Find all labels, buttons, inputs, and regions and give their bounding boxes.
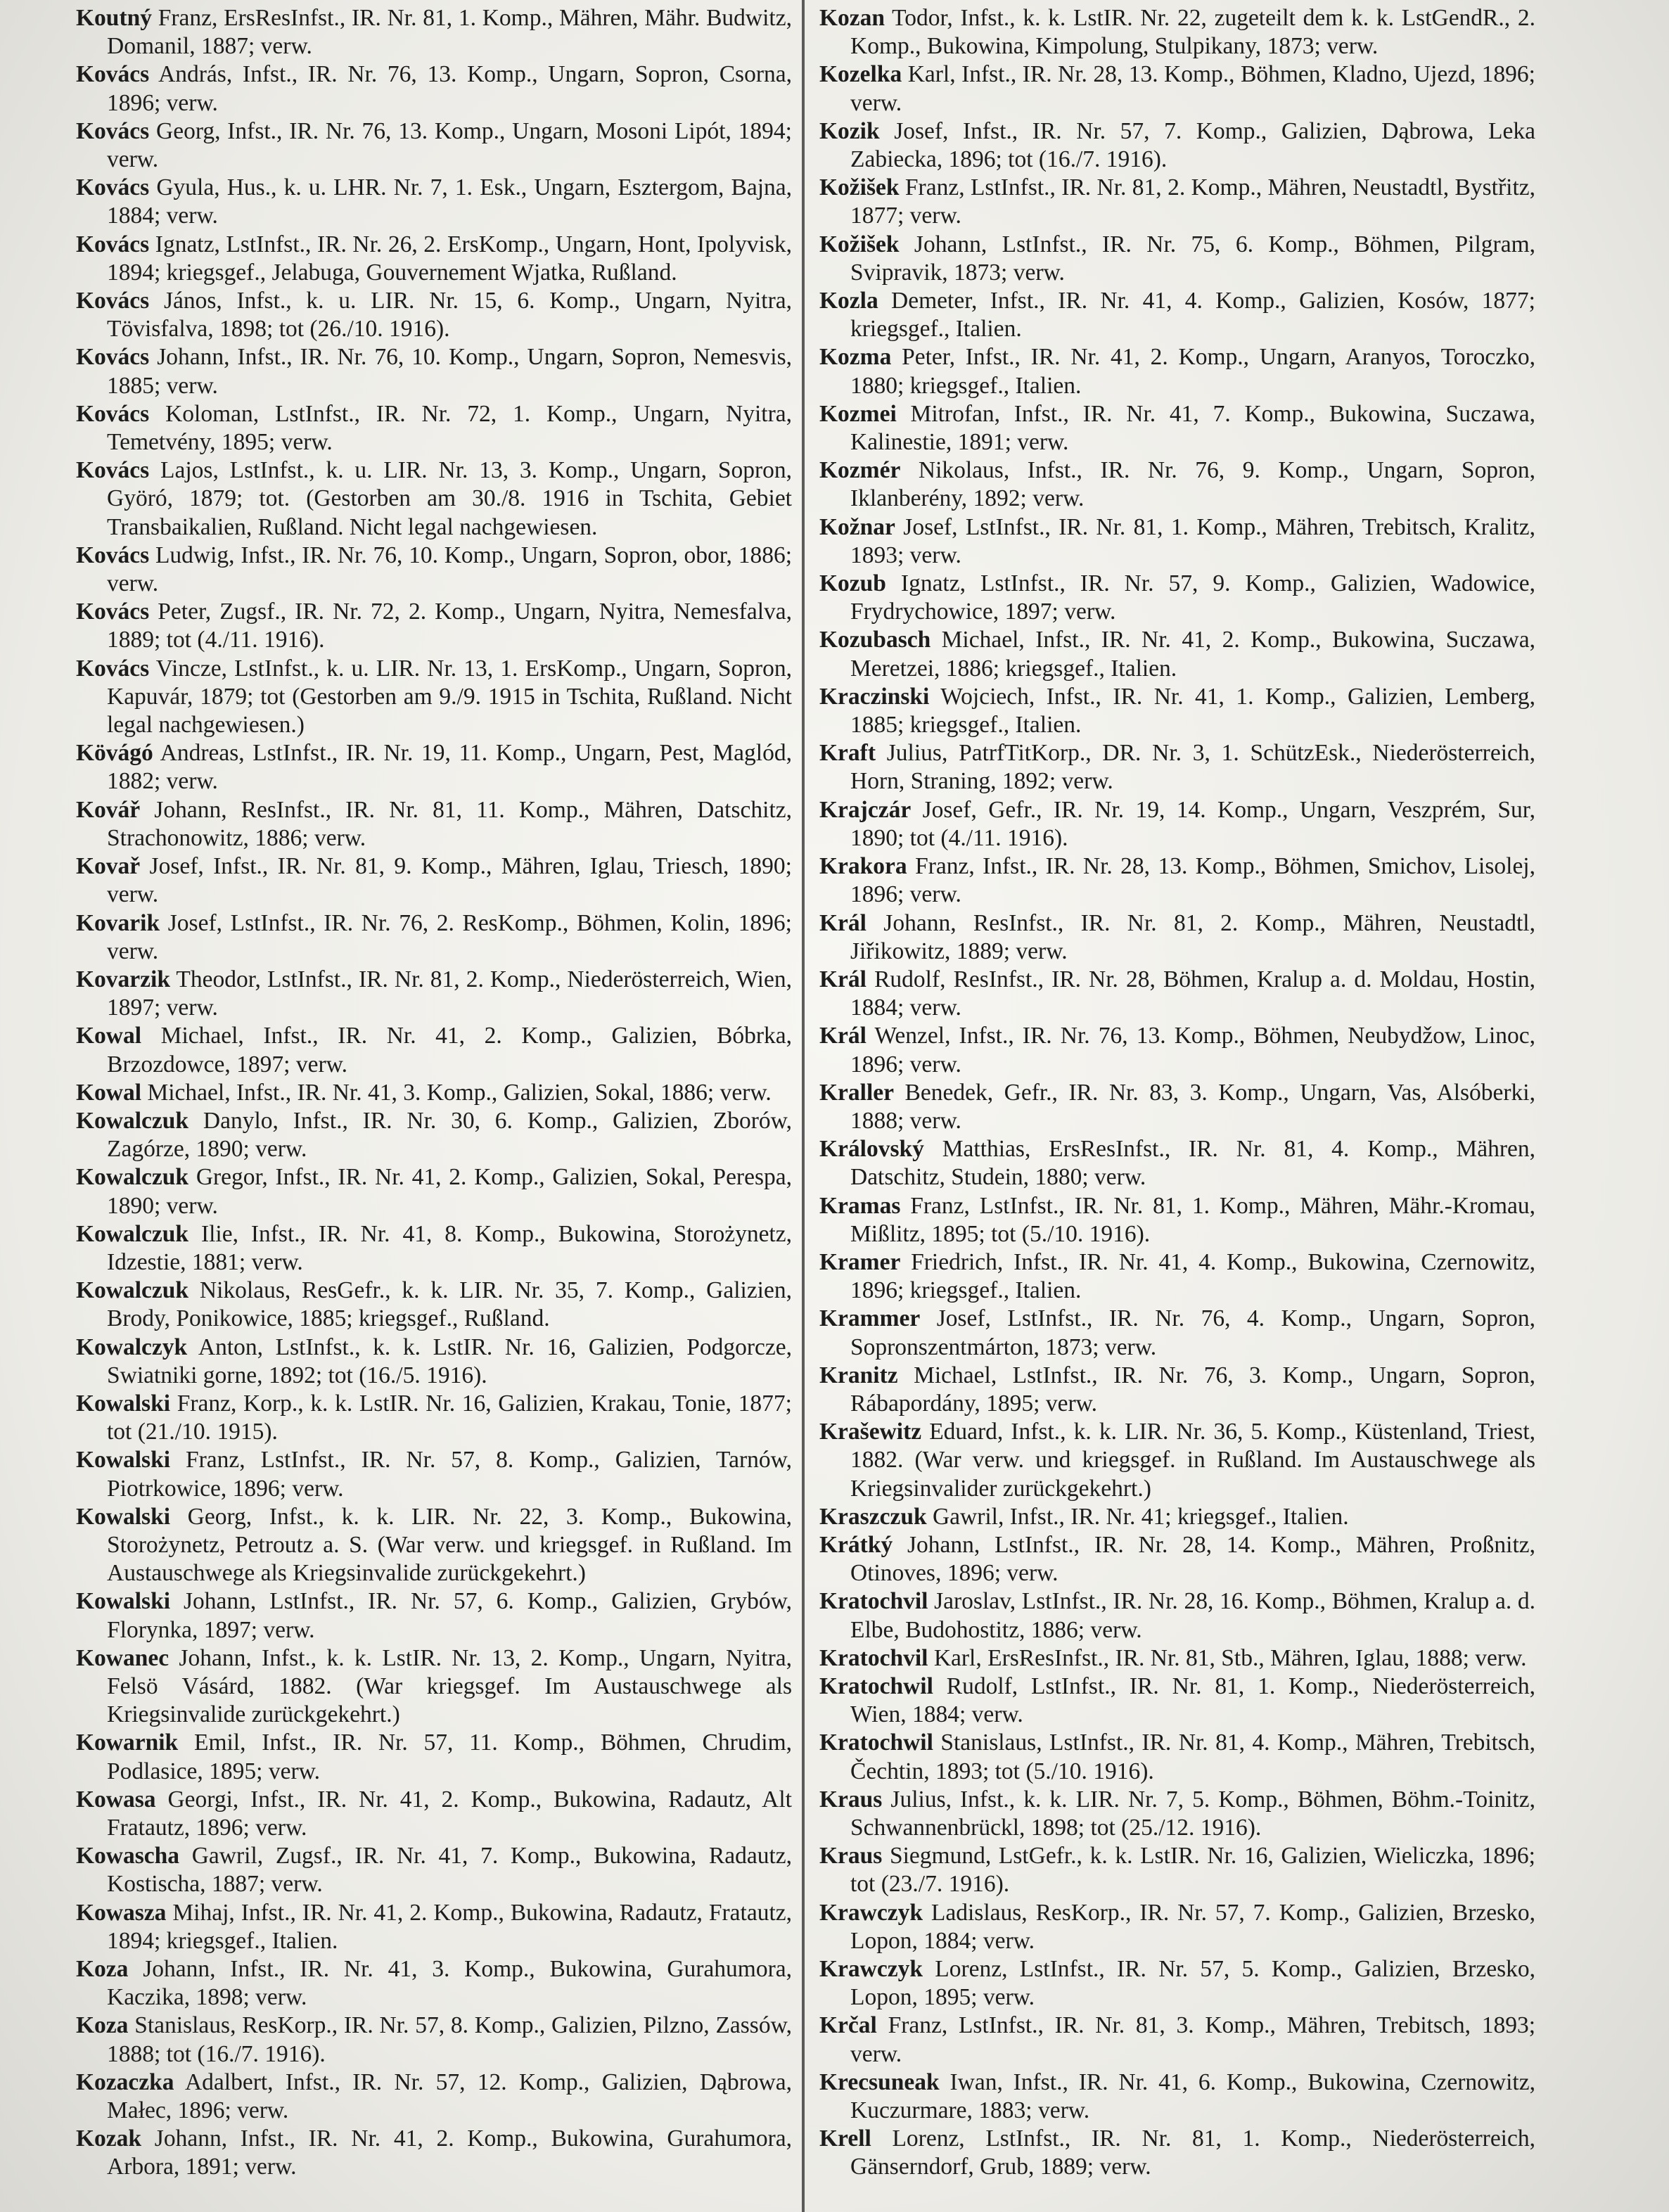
- entry-details: Iwan, Infst., IR. Nr. 41, 6. Komp., Bukowina, Czernowitz, Kuczurmare, 1883; verw.: [850, 2069, 1535, 2124]
- entry-details: Gregor, Infst., IR. Nr. 41, 2. Komp., Galizien, Sokal, Perespa, 1890; verw.: [107, 1164, 792, 1219]
- entry-details: Georgi, Infst., IR. Nr. 41, 2. Komp., Bukowina, Radautz, Alt Fratautz, 1896; verw.: [107, 1786, 792, 1841]
- entry-surname: Kowal: [76, 1079, 142, 1106]
- entry-surname: Kowalczyk: [76, 1334, 188, 1360]
- entry-details: Franz, LstInfst., IR. Nr. 57, 8. Komp., Galizien, Tarnów, Piotrkowice, 1896; verw.: [107, 1447, 792, 1502]
- entry-details: Theodor, LstInfst., IR. Nr. 81, 2. Komp., Niederösterreich, Wien, 1897; verw.: [107, 966, 792, 1021]
- casualty-entry: [819, 174, 1535, 230]
- casualty-entry: [819, 1729, 1535, 1785]
- casualty-entry: [819, 626, 1535, 682]
- entry-surname: Kozelka: [819, 61, 902, 88]
- casualty-entry: [76, 1163, 792, 1220]
- entry-details: András, Infst., IR. Nr. 76, 13. Komp., Ungarn, Sopron, Csorna, 1896; verw.: [107, 61, 792, 116]
- entry-surname: Krawczyk: [819, 1899, 923, 1926]
- entry-details: Lajos, LstInfst., k. u. LIR. Nr. 13, 3. Komp., Ungarn, Sopron, Györó, 1879; tot. (Gestorben am 30./8. 1916 in Tschita, Gebiet Transbaikalien, Rußland. Nicht legal nachgewiesen.: [107, 457, 792, 540]
- casualty-entry: [76, 1277, 792, 1333]
- casualty-entry: [76, 1899, 792, 1955]
- entry-details: Lorenz, LstInfst., IR. Nr. 81, 1. Komp., Niederösterreich, Gänserndorf, Grub, 1889; verw.: [850, 2125, 1535, 2180]
- entry-details: Josef, LstInfst., IR. Nr. 76, 2. ResKomp., Böhmen, Kolin, 1896; verw.: [107, 909, 792, 964]
- casualty-entry: [76, 1587, 792, 1644]
- entry-surname: Kraft: [819, 740, 876, 767]
- entry-surname: Krajczár: [819, 796, 912, 823]
- entry-surname: Kovács: [76, 288, 150, 314]
- entry-surname: Kowascha: [76, 1843, 180, 1869]
- entry-details: János, Infst., k. u. LIR. Nr. 15, 6. Komp., Ungarn, Nyitra, Tövisfalva, 1898; tot (26./10. 1916).: [107, 288, 792, 343]
- entry-details: Benedek, Gefr., IR. Nr. 83, 3. Komp., Ungarn, Vas, Alsóberki, 1888; verw.: [850, 1079, 1535, 1134]
- casualty-entry: [76, 1786, 792, 1842]
- entry-surname: Kovács: [76, 655, 150, 682]
- casualty-entry: [819, 1135, 1535, 1191]
- entry-surname: Kovarzik: [76, 966, 170, 992]
- entry-surname: Královský: [819, 1136, 924, 1163]
- casualty-entry: [76, 1955, 792, 2012]
- casualty-entry: [819, 909, 1535, 966]
- entry-details: Josef, Infst., IR. Nr. 57, 7. Komp., Galizien, Dąbrowa, Leka Zabiecka, 1896; tot (16./7. 1916).: [850, 117, 1535, 173]
- entry-surname: Kraus: [819, 1843, 883, 1869]
- entry-surname: Král: [819, 966, 867, 992]
- entry-surname: Kozmei: [819, 400, 897, 427]
- entry-surname: Kovács: [76, 61, 150, 88]
- entry-details: Franz, Korp., k. k. LstIR. Nr. 16, Galizien, Krakau, Tonie, 1877; tot (21./10. 1915).: [107, 1390, 792, 1445]
- casualty-entry: [819, 343, 1535, 399]
- entry-details: Peter, Infst., IR. Nr. 41, 2. Komp., Ungarn, Aranyos, Toroczko, 1880; kriegsgef., Italien.: [850, 344, 1535, 399]
- entry-details: Ludwig, Infst., IR. Nr. 76, 10. Komp., Ungarn, Sopron, obor, 1886; verw.: [107, 542, 792, 597]
- entry-details: Johann, LstInfst., IR. Nr. 57, 6. Komp., Galizien, Grybów, Florynka, 1897; verw.: [107, 1588, 792, 1643]
- casualty-entry: [76, 287, 792, 343]
- casualty-entry: [819, 1955, 1535, 2012]
- entry-details: Mihaj, Infst., IR. Nr. 41, 2. Komp., Bukowina, Radautz, Fratautz, 1894; kriegsgef., Italien.: [107, 1899, 792, 1954]
- entry-surname: Kozla: [819, 288, 878, 314]
- casualty-entry: [76, 1842, 792, 1898]
- entry-details: Emil, Infst., IR. Nr. 57, 11. Komp., Böhmen, Chrudim, Podlasice, 1895; verw.: [107, 1730, 792, 1784]
- entry-details: Karl, Infst., IR. Nr. 28, 13. Komp., Böhmen, Kladno, Ujezd, 1896; verw.: [850, 61, 1535, 116]
- casualty-entry: [76, 1644, 792, 1730]
- casualty-entry: [819, 1305, 1535, 1361]
- entry-surname: Kowalski: [76, 1447, 171, 1473]
- casualty-entry: [819, 1192, 1535, 1248]
- entry-surname: Krčal: [819, 2012, 877, 2039]
- entry-details: Johann, Infst., IR. Nr. 41, 3. Komp., Bukowina, Gurahumora, Kaczika, 1898; verw.: [107, 1956, 792, 2011]
- entry-surname: Kratochwil: [819, 1730, 933, 1756]
- entry-details: Gawril, Zugsf., IR. Nr. 41, 7. Komp., Bukowina, Radautz, Kostischa, 1887; verw.: [107, 1843, 792, 1898]
- entry-details: Stanislaus, LstInfst., IR. Nr. 81, 4. Komp., Mähren, Trebitsch, Čechtin, 1893; tot (5./10. 1916).: [850, 1730, 1535, 1784]
- casualty-entry: [819, 287, 1535, 343]
- casualty-entry: [819, 1418, 1535, 1503]
- entry-surname: Kovács: [76, 344, 150, 371]
- casualty-entry: [76, 2012, 792, 2068]
- entry-details: Georg, Infst., IR. Nr. 76, 13. Komp., Ungarn, Mosoni Lipót, 1894; verw.: [107, 117, 792, 173]
- entry-details: Georg, Infst., k. k. LIR. Nr. 22, 3. Komp., Bukowina, Storożynetz, Petroutz a. S. (War verw. und kriegsgef. in Rußland. Im Austauschwege als Kriegsinvalide zurückgekehrt.): [107, 1503, 792, 1587]
- entry-details: Friedrich, Infst., IR. Nr. 41, 4. Komp., Bukowina, Czernowitz, 1896; kriegsgef., Italien.: [850, 1248, 1535, 1304]
- entry-details: Todor, Infst., k. k. LstIR. Nr. 22, zugeteilt dem k. k. LstGendR., 2. Komp., Bukowina, Kimpolung, Stulpikany, 1873; verw.: [850, 5, 1535, 60]
- casualty-entry: [819, 231, 1535, 287]
- right-column: [819, 4, 1535, 2182]
- entry-details: Demeter, Infst., IR. Nr. 41, 4. Komp., Galizien, Kosów, 1877; kriegsgef., Italien.: [850, 288, 1535, 343]
- entry-surname: Kraller: [819, 1079, 895, 1106]
- entry-surname: Kowasza: [76, 1899, 167, 1926]
- entry-surname: Kovař: [76, 853, 141, 880]
- entry-surname: Kowarnik: [76, 1730, 179, 1756]
- entry-surname: Kozik: [819, 117, 880, 144]
- entry-surname: Kraszczuk: [819, 1503, 927, 1530]
- entry-surname: Kovács: [76, 457, 150, 484]
- casualty-entry: [76, 1503, 792, 1588]
- entry-details: Johann, Infst., IR. Nr. 41, 2. Komp., Bukowina, Gurahumora, Arbora, 1891; verw.: [107, 2125, 792, 2180]
- entry-details: Stanislaus, ResKorp., IR. Nr. 57, 8. Komp., Galizien, Pilzno, Zassów, 1888; tot (16./7. 1916).: [107, 2012, 792, 2067]
- casualty-entry: [819, 570, 1535, 626]
- entry-surname: Krawczyk: [819, 1956, 923, 1983]
- entry-details: Wenzel, Infst., IR. Nr. 76, 13. Komp., Böhmen, Neubydžow, Linoc, 1896; verw.: [850, 1023, 1535, 1078]
- casualty-entry: [819, 1022, 1535, 1078]
- entry-details: Gyula, Hus., k. u. LHR. Nr. 7, 1. Esk., Ungarn, Esztergom, Bajna, 1884; verw.: [107, 174, 792, 229]
- entry-details: Johann, Infst., IR. Nr. 76, 10. Komp., Ungarn, Sopron, Nemesvis, 1885; verw.: [107, 344, 792, 399]
- casualty-entry: [76, 343, 792, 399]
- casualty-entry: [819, 2012, 1535, 2068]
- entry-details: Wojciech, Infst., IR. Nr. 41, 1. Komp., Galizien, Lemberg, 1885; kriegsgef., Italien.: [850, 683, 1535, 739]
- entry-surname: Kövágó: [76, 740, 153, 767]
- casualty-entry: [76, 2125, 792, 2181]
- entry-details: Karl, ErsResInfst., IR. Nr. 81, Stb., Mähren, Iglau, 1888; verw.: [928, 1644, 1527, 1671]
- entry-surname: Kratochvil: [819, 1644, 928, 1671]
- casualty-entry: [76, 655, 792, 740]
- entry-details: Lorenz, LstInfst., IR. Nr. 57, 5. Komp., Galizien, Brzesko, Lopon, 1895; verw.: [850, 1956, 1535, 2011]
- entry-details: Johann, ResInfst., IR. Nr. 81, 11. Komp., Mähren, Datschitz, Strachonowitz, 1886; verw.: [107, 796, 792, 851]
- entry-surname: Kowalczuk: [76, 1164, 189, 1191]
- entry-surname: Kovács: [76, 231, 150, 257]
- casualty-entry: [819, 1786, 1535, 1842]
- entry-details: Johann, ResInfst., IR. Nr. 81, 2. Komp., Mähren, Neustadtl, Jiřikowitz, 1889; verw.: [850, 909, 1535, 964]
- casualty-entry: [76, 966, 792, 1022]
- entry-details: Matthias, ErsResInfst., IR. Nr. 81, 4. Komp., Mähren, Datschitz, Studein, 1880; verw.: [850, 1136, 1535, 1191]
- casualty-entry: [76, 1107, 792, 1163]
- entry-surname: Kozmér: [819, 457, 901, 484]
- casualty-entry: [76, 542, 792, 598]
- entry-surname: Kramas: [819, 1192, 901, 1219]
- casualty-entry: [819, 1587, 1535, 1644]
- casualty-entry: [76, 1220, 792, 1277]
- casualty-entry: [819, 1503, 1535, 1531]
- casualty-entry: [819, 456, 1535, 513]
- entry-surname: Král: [819, 909, 867, 936]
- entry-details: Franz, Infst., IR. Nr. 28, 13. Komp., Böhmen, Smichov, Lisolej, 1896; verw.: [850, 853, 1535, 908]
- entry-details: Peter, Zugsf., IR. Nr. 72, 2. Komp., Ungarn, Nyitra, Nemesfalva, 1889; tot (4./11. 1916).: [107, 599, 792, 653]
- casualty-entry: [76, 1390, 792, 1446]
- entry-surname: Kovarik: [76, 909, 160, 936]
- casualty-entry: [819, 1362, 1535, 1418]
- casualty-entry: [819, 739, 1535, 795]
- entry-surname: Kraus: [819, 1786, 883, 1813]
- entry-surname: Krátký: [819, 1531, 893, 1558]
- entry-surname: Koza: [76, 2012, 129, 2039]
- entry-details: Siegmund, LstGefr., k. k. LstIR. Nr. 16, Galizien, Wieliczka, 1896; tot (23./7. 1916).: [850, 1843, 1535, 1898]
- entry-surname: Kozubasch: [819, 627, 931, 653]
- entry-details: Johann, Infst., k. k. LstIR. Nr. 13, 2. Komp., Ungarn, Nyitra, Felsö Vásárd, 1882. (War kriegsgef. Im Austauschwege als Kriegsinvalide zurückgekehrt.): [107, 1644, 792, 1728]
- entry-details: Josef, LstInfst., IR. Nr. 81, 1. Komp., Mähren, Trebitsch, Kralitz, 1893; verw.: [850, 513, 1535, 568]
- entry-details: Johann, LstInfst., IR. Nr. 28, 14. Komp., Mähren, Proßnitz, Otinoves, 1896; verw.: [850, 1531, 1535, 1587]
- casualty-entry: [76, 231, 792, 287]
- entry-surname: Kowalski: [76, 1588, 171, 1615]
- entry-details: Johann, LstInfst., IR. Nr. 75, 6. Komp., Böhmen, Pilgram, Svipravik, 1873; verw.: [850, 231, 1535, 286]
- entry-surname: Kovács: [76, 174, 150, 201]
- casualty-entry: [76, 796, 792, 852]
- casualty-entry: [76, 174, 792, 230]
- casualty-entry: [819, 852, 1535, 909]
- casualty-entry: [819, 796, 1535, 852]
- entry-surname: Kratochvil: [819, 1588, 928, 1615]
- entry-details: Josef, LstInfst., IR. Nr. 76, 4. Komp., Ungarn, Sopron, Sopronszentmárton, 1873; verw.: [850, 1305, 1535, 1360]
- entry-details: Julius, PatrfTitKorp., DR. Nr. 3, 1. SchützEsk., Niederösterreich, Horn, Straning, 1892; verw.: [850, 740, 1535, 795]
- entry-surname: Krašewitz: [819, 1419, 922, 1445]
- casualty-entry: [76, 2069, 792, 2125]
- entry-surname: Kowalczuk: [76, 1107, 189, 1134]
- entry-details: Eduard, Infst., k. k. LIR. Nr. 36, 5. Komp., Küstenland, Triest, 1882. (War verw. und kriegsgef. in Rußland. Im Austauschwege als Kriegsinvalider zurückgekehrt.): [850, 1419, 1535, 1502]
- casualty-entry: [76, 4, 792, 60]
- entry-surname: Krammer: [819, 1305, 921, 1332]
- entry-surname: Kowalczuk: [76, 1277, 189, 1304]
- entry-surname: Krecsuneak: [819, 2069, 940, 2095]
- entry-details: Ilie, Infst., IR. Nr. 41, 8. Komp., Bukowina, Storożynetz, Idzestie, 1881; verw.: [107, 1220, 792, 1275]
- entry-surname: Kozan: [819, 5, 885, 31]
- casualty-entry: [819, 1079, 1535, 1135]
- casualty-entry: [819, 60, 1535, 117]
- entry-surname: Koza: [76, 1956, 129, 1983]
- casualty-entry: [76, 739, 792, 795]
- entry-details: Mitrofan, Infst., IR. Nr. 41, 7. Komp., Bukowina, Suczawa, Kalinestie, 1891; verw.: [850, 400, 1535, 456]
- entry-details: Franz, LstInfst., IR. Nr. 81, 3. Komp., Mähren, Trebitsch, 1893; verw.: [850, 2012, 1535, 2067]
- entry-details: Franz, ErsResInfst., IR. Nr. 81, 1. Komp., Mähren, Mähr. Budwitz, Domanil, 1887; verw.: [107, 5, 792, 60]
- casualty-entry: [819, 1248, 1535, 1305]
- entry-surname: Kraczinski: [819, 683, 930, 710]
- entry-details: Josef, Infst., IR. Nr. 81, 9. Komp., Mähren, Iglau, Triesch, 1890; verw.: [107, 853, 792, 908]
- casualty-entry: [76, 909, 792, 966]
- casualty-entry: [76, 60, 792, 117]
- entry-surname: Kowalski: [76, 1390, 171, 1417]
- entry-surname: Kovács: [76, 400, 150, 427]
- entry-details: Ladislaus, ResKorp., IR. Nr. 57, 7. Komp., Galizien, Brzesko, Lopon, 1884; verw.: [850, 1899, 1535, 1954]
- casualty-entry: [76, 1022, 792, 1078]
- casualty-entry: [76, 598, 792, 654]
- casualty-entry: [819, 2069, 1535, 2125]
- left-column: [76, 4, 792, 2182]
- casualty-entry: [819, 1673, 1535, 1729]
- entry-details: Nikolaus, ResGefr., k. k. LIR. Nr. 35, 7. Komp., Galizien, Brody, Ponikowice, 1885; kriegsgef., Rußland.: [107, 1277, 792, 1332]
- casualty-entry: [76, 117, 792, 174]
- column-divider: [802, 0, 805, 2212]
- entry-details: Adalbert, Infst., IR. Nr. 57, 12. Komp., Galizien, Dąbrowa, Małec, 1896; verw.: [107, 2069, 792, 2124]
- casualty-entry: [76, 400, 792, 456]
- entry-details: Michael, LstInfst., IR. Nr. 76, 3. Komp., Ungarn, Sopron, Rábapordány, 1895; verw.: [850, 1362, 1535, 1417]
- entry-surname: Kowasa: [76, 1786, 156, 1813]
- entry-details: Michael, Infst., IR. Nr. 41, 2. Komp., Galizien, Bóbrka, Brzozdowce, 1897; verw.: [107, 1023, 792, 1078]
- entry-surname: Kowanec: [76, 1644, 170, 1671]
- entry-details: Rudolf, LstInfst., IR. Nr. 81, 1. Komp., Niederösterreich, Wien, 1884; verw.: [850, 1673, 1535, 1728]
- entry-surname: Kožišek: [819, 231, 900, 257]
- entry-details: Franz, LstInfst., IR. Nr. 81, 2. Komp., Mähren, Neustadtl, Bystřitz, 1877; verw.: [850, 174, 1535, 229]
- casualty-entry: [819, 1644, 1535, 1673]
- entry-details: Vincze, LstInfst., k. u. LIR. Nr. 13, 1. ErsKomp., Ungarn, Sopron, Kapuvár, 1879; tot (Gestorben am 9./9. 1915 in Tschita, Rußland. Nicht legal nachgewiesen.): [107, 655, 792, 739]
- casualty-entry: [819, 400, 1535, 456]
- entry-details: Danylo, Infst., IR. Nr. 30, 6. Komp., Galizien, Zborów, Zagórze, 1890; verw.: [107, 1107, 792, 1163]
- entry-surname: Krakora: [819, 853, 907, 880]
- casualty-entry: [819, 2125, 1535, 2181]
- casualty-entry: [819, 1842, 1535, 1898]
- entry-surname: Kowal: [76, 1023, 142, 1049]
- entry-surname: Král: [819, 1023, 867, 1049]
- entry-details: Rudolf, ResInfst., IR. Nr. 28, Böhmen, Kralup a. d. Moldau, Hostin, 1884; verw.: [850, 966, 1535, 1021]
- entry-details: Jaroslav, LstInfst., IR. Nr. 28, 16. Komp., Böhmen, Kralup a. d. Elbe, Budohostitz, 1886; verw.: [850, 1588, 1535, 1643]
- casualty-entry: [76, 456, 792, 542]
- casualty-entry: [819, 513, 1535, 570]
- entry-surname: Kovács: [76, 117, 150, 144]
- casualty-entry: [819, 1531, 1535, 1587]
- entry-surname: Kowalski: [76, 1503, 171, 1530]
- entry-details: Koloman, LstInfst., IR. Nr. 72, 1. Komp., Ungarn, Nyitra, Temetvény, 1895; verw.: [107, 400, 792, 456]
- entry-surname: Kowalczuk: [76, 1220, 189, 1247]
- entry-surname: Kovács: [76, 542, 150, 568]
- casualty-entry: [76, 1729, 792, 1785]
- casualty-entry: [76, 852, 792, 909]
- entry-surname: Kozma: [819, 344, 892, 371]
- entry-surname: Kranitz: [819, 1362, 898, 1388]
- entry-details: Franz, LstInfst., IR. Nr. 81, 1. Komp., Mähren, Mähr.-Kromau, Mißlitz, 1895; tot (5./10. 1916).: [850, 1192, 1535, 1247]
- casualty-entry: [819, 4, 1535, 60]
- entry-details: Michael, Infst., IR. Nr. 41, 3. Komp., Galizien, Sokal, 1886; verw.: [141, 1079, 772, 1106]
- casualty-entry: [819, 966, 1535, 1022]
- entry-surname: Kozak: [76, 2125, 142, 2152]
- entry-surname: Kožnar: [819, 513, 895, 540]
- entry-surname: Kratochwil: [819, 1673, 933, 1699]
- entry-surname: Kramer: [819, 1248, 901, 1275]
- entry-details: Michael, Infst., IR. Nr. 41, 2. Komp., Bukowina, Suczawa, Meretzei, 1886; kriegsgef., Italien.: [850, 627, 1535, 682]
- entry-details: Nikolaus, Infst., IR. Nr. 76, 9. Komp., Ungarn, Sopron, Iklanberény, 1892; verw.: [850, 457, 1535, 512]
- casualty-entry: [76, 1446, 792, 1502]
- casualty-entry: [819, 1899, 1535, 1955]
- entry-surname: Kozaczka: [76, 2069, 174, 2095]
- entry-details: Josef, Gefr., IR. Nr. 19, 14. Komp., Ungarn, Veszprém, Sur, 1890; tot (4./11. 1916).: [850, 796, 1535, 851]
- entry-details: Julius, Infst., k. k. LIR. Nr. 7, 5. Komp., Böhmen, Böhm.-Toinitz, Schwannenbrückl, 1898; tot (25./12. 1916).: [850, 1786, 1535, 1841]
- entry-details: Ignatz, LstInfst., IR. Nr. 57, 9. Komp., Galizien, Wadowice, Frydrychowice, 1897; verw.: [850, 570, 1535, 625]
- casualty-entry: [819, 683, 1535, 739]
- casualty-entry: [76, 1334, 792, 1390]
- entry-details: Andreas, LstInfst., IR. Nr. 19, 11. Komp., Ungarn, Pest, Maglód, 1882; verw.: [107, 740, 792, 795]
- entry-surname: Kovář: [76, 796, 141, 823]
- entry-surname: Kovács: [76, 599, 150, 625]
- casualty-entry: [76, 1079, 792, 1107]
- casualty-entry: [819, 117, 1535, 174]
- entry-surname: Kožišek: [819, 174, 900, 201]
- entry-surname: Krell: [819, 2125, 871, 2152]
- entry-surname: Kozub: [819, 570, 886, 597]
- entry-details: Anton, LstInfst., k. k. LstIR. Nr. 16, Galizien, Podgorcze, Swiatniki gorne, 1892; tot (16./5. 1916).: [107, 1334, 792, 1388]
- entry-details: Gawril, Infst., IR. Nr. 41; kriegsgef., Italien.: [926, 1503, 1349, 1530]
- entry-surname: Koutný: [76, 5, 152, 31]
- entry-details: Ignatz, LstInfst., IR. Nr. 26, 2. ErsKomp., Ungarn, Hont, Ipolyvisk, 1894; kriegsgef., Jelabuga, Gouvernement Wjatka, Rußland.: [107, 231, 792, 286]
